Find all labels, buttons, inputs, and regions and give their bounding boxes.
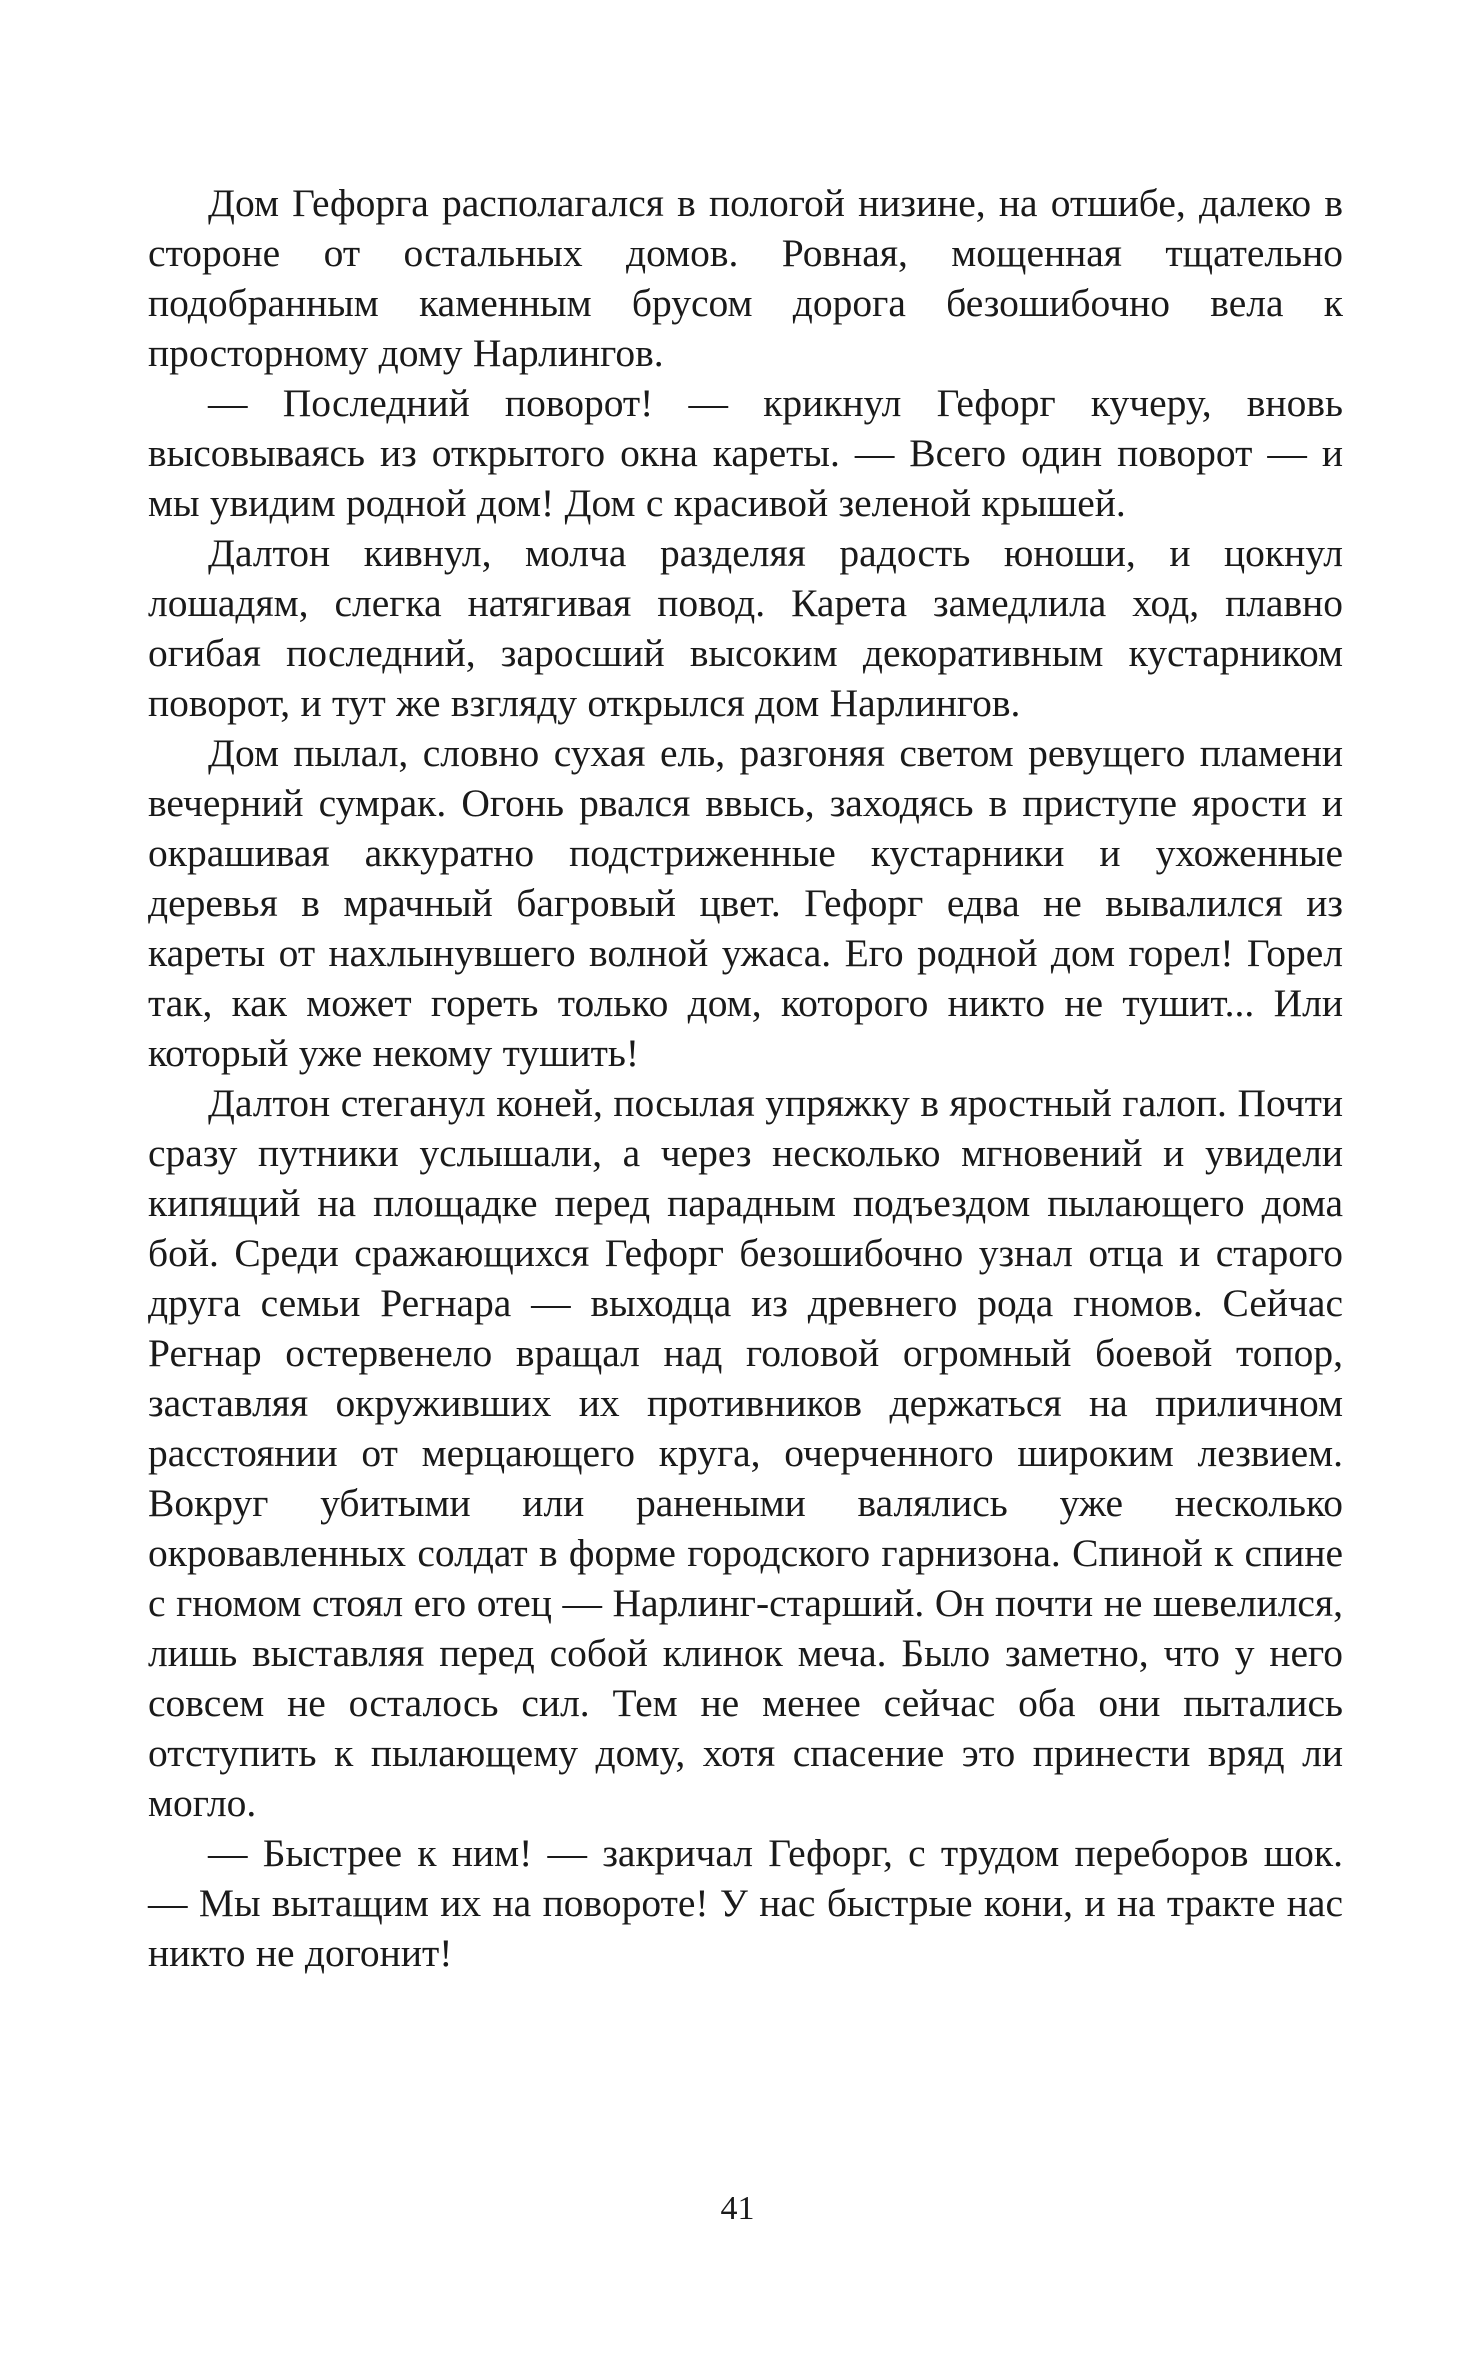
- paragraph: — Быстрее к ним! — закричал Гефорг, с трудом переборов шок. — Мы вытащим их на повороте! У нас быстрые кони, и на тракте нас никто не догонит!: [148, 1831, 1343, 1975]
- paragraph: Дом Гефорга располагался в пологой низине, на отшибе, далеко в стороне от остальных домов. Ровная, мощенная тщательно подобранным каменным брусом дорога безошибочно вела к просторному дому Нарлингов.: [148, 181, 1343, 375]
- paragraph: Далтон стеганул коней, посылая упряжку в яростный галоп. Почти сразу путники услышали, а через несколько мгновений и увидели кипящий на площадке перед парадным подъездом пылающего дома бой. Среди сражающихся Гефорг безошибочно узнал отца и старого друга семьи Регнара — выходца из древнего рода гномов. Сейчас Регнар остервенело вращал над головой огромный боевой топор, заставляя окруживших их противников держаться на приличном расстоянии от мерцающего круга, очерченного широким лезвием. Вокруг убитыми или ранеными валялись уже несколько окровавленных солдат в форме городского гарнизона. Спиной к спине с гномом стоял его отец — Нарлинг-старший. Он почти не шевелился, лишь выставляя перед собой клинок меча. Было заметно, что у него совсем не осталось сил. Тем не менее сейчас оба они пытались отступить к пылающему дому, хотя спасение это принести вряд ли могло.: [148, 1081, 1343, 1825]
- paragraph: Далтон кивнул, молча разделяя радость юноши, и цокнул лошадям, слегка натягивая повод. Карета замедлила ход, плавно огибая последний, заросший высоким декоративным кустарником поворот, и тут же взгляду открылся дом Нарлингов.: [148, 531, 1343, 725]
- page-number: 41: [720, 2190, 755, 2227]
- paragraph: Дом пылал, словно сухая ель, разгоняя светом ревущего пламени вечерний сумрак. Огонь рвался ввысь, заходясь в приступе ярости и окрашивая аккуратно подстриженные кустарники и ухоженные деревья в мрачный багровый цвет. Гефорг едва не вывалился из кареты от нахлынувшего волной ужаса. Его родной дом горел! Горел так, как может гореть только дом, которого никто не тушит... Или который уже некому тушить!: [148, 731, 1343, 1075]
- page-body: [148, 178, 1343, 1978]
- paragraph: — Последний поворот! — крикнул Гефорг кучеру, вновь высовываясь из открытого окна кареты. — Всего один поворот — и мы увидим родной дом! Дом с красивой зеленой крышей.: [148, 381, 1343, 525]
